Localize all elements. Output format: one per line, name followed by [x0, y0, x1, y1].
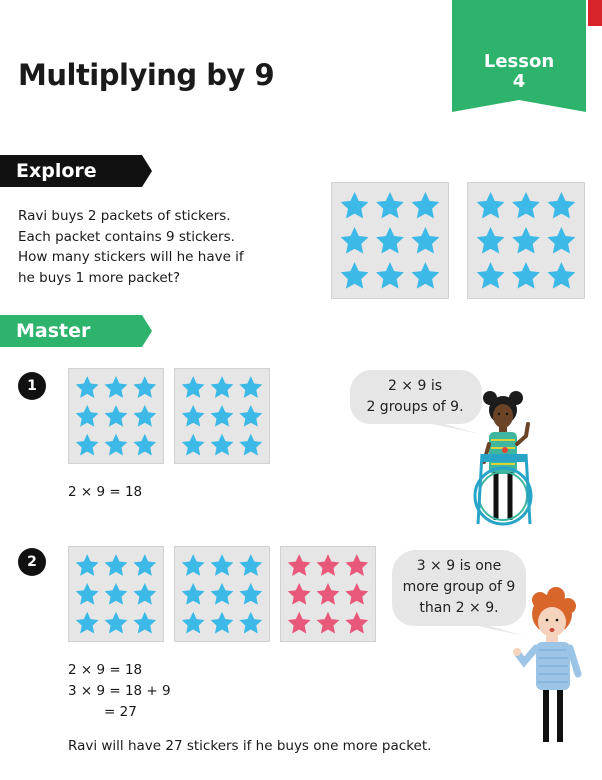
star-sticker-icon — [512, 227, 540, 253]
star-sticker-icon — [239, 583, 262, 605]
star-sticker-icon — [133, 405, 156, 427]
star-sticker-icon — [376, 227, 404, 253]
star-sticker-icon — [105, 434, 128, 456]
star-sticker-icon — [133, 583, 156, 605]
explore-line: Ravi buys 2 packets of stickers. — [18, 208, 231, 224]
master-heading-band — [0, 315, 152, 347]
star-sticker-icon — [411, 227, 439, 253]
q2-answer: Ravi will have 27 stickers if he buys one more packet. — [68, 738, 432, 754]
star-sticker-icon — [211, 583, 234, 605]
star-sticker-icon — [133, 612, 156, 634]
star-sticker-icon — [547, 227, 575, 253]
star-sticker-icon — [512, 192, 540, 218]
explore-heading: Explore — [16, 160, 97, 182]
star-sticker-icon — [547, 262, 575, 288]
star-sticker-icon — [182, 434, 205, 456]
star-sticker-icon — [76, 612, 99, 634]
bubble-line: 2 × 9 is — [387, 378, 443, 394]
star-sticker-icon — [345, 554, 368, 576]
sticker-packet — [174, 368, 270, 464]
star-sticker-icon — [133, 376, 156, 398]
q2-equation: 3 × 9 = 18 + 9 — [68, 683, 171, 699]
girl-wheelchair-illustration — [472, 384, 542, 532]
corner-tab — [588, 0, 602, 26]
explore-line: Each packet contains 9 stickers. — [18, 228, 235, 245]
star-sticker-icon — [105, 376, 128, 398]
star-sticker-icon — [317, 583, 340, 605]
star-sticker-icon — [211, 554, 234, 576]
explore-heading-band — [0, 155, 152, 187]
star-sticker-icon — [288, 612, 311, 634]
star-sticker-icon — [477, 227, 505, 253]
star-sticker-icon — [288, 554, 311, 576]
sticker-packet — [68, 368, 164, 464]
star-sticker-icon — [105, 405, 128, 427]
q2-equation: = 27 — [104, 704, 137, 720]
star-sticker-icon — [211, 376, 234, 398]
star-sticker-icon — [211, 612, 234, 634]
star-grid — [68, 368, 164, 464]
star-sticker-icon — [317, 612, 340, 634]
star-sticker-icon — [239, 554, 262, 576]
bubble-line: than 2 × 9. — [419, 600, 499, 616]
star-sticker-icon — [512, 262, 540, 288]
lesson-number: 4 — [512, 71, 526, 92]
star-sticker-icon — [76, 376, 99, 398]
star-sticker-icon — [239, 376, 262, 398]
star-sticker-icon — [345, 612, 368, 634]
bubble-line: 2 groups of 9. — [366, 399, 464, 415]
star-sticker-icon — [477, 262, 505, 288]
star-sticker-icon — [345, 583, 368, 605]
star-grid — [68, 546, 164, 642]
star-sticker-icon — [182, 612, 205, 634]
star-sticker-icon — [239, 434, 262, 456]
q1-equation: 2 × 9 = 18 — [68, 484, 143, 500]
star-sticker-icon — [376, 262, 404, 288]
star-sticker-icon — [317, 554, 340, 576]
sticker-packet — [68, 546, 164, 642]
sticker-packet — [467, 182, 585, 299]
star-sticker-icon — [182, 376, 205, 398]
star-sticker-icon — [341, 227, 369, 253]
explore-line: How many stickers will he have if — [18, 249, 244, 265]
star-sticker-icon — [76, 554, 99, 576]
star-sticker-icon — [133, 554, 156, 576]
star-sticker-icon — [239, 405, 262, 427]
star-sticker-icon — [341, 192, 369, 218]
star-sticker-icon — [76, 405, 99, 427]
star-grid — [174, 368, 270, 464]
star-sticker-icon — [105, 612, 128, 634]
star-grid — [174, 546, 270, 642]
star-sticker-icon — [76, 434, 99, 456]
page-title: Multiplying by 9 — [18, 58, 275, 92]
star-grid — [467, 182, 585, 299]
star-sticker-icon — [211, 434, 234, 456]
q2-equations — [68, 660, 171, 723]
bubble-text-1 — [350, 376, 480, 418]
sticker-packet — [280, 546, 376, 642]
question-number-1: 1 — [18, 372, 46, 400]
lesson-word: Lesson — [483, 51, 555, 72]
star-sticker-icon — [239, 612, 262, 634]
star-sticker-icon — [288, 583, 311, 605]
star-sticker-icon — [477, 192, 505, 218]
sticker-packet — [331, 182, 449, 299]
bubble-line: 3 × 9 is one — [416, 558, 502, 574]
star-sticker-icon — [182, 405, 205, 427]
explore-paragraph — [18, 206, 298, 288]
star-grid — [280, 546, 376, 642]
bubble-line: more group of 9 — [402, 579, 516, 595]
star-sticker-icon — [76, 583, 99, 605]
question-number-2: 2 — [18, 548, 46, 576]
star-sticker-icon — [105, 583, 128, 605]
bubble-text-2 — [392, 556, 526, 619]
star-sticker-icon — [211, 405, 234, 427]
star-sticker-icon — [411, 262, 439, 288]
star-sticker-icon — [105, 554, 128, 576]
q2-equation: 2 × 9 = 18 — [68, 662, 143, 678]
star-sticker-icon — [182, 554, 205, 576]
lesson-label — [452, 52, 586, 92]
master-heading: Master — [16, 320, 91, 342]
boy-illustration — [510, 584, 590, 748]
star-sticker-icon — [411, 192, 439, 218]
star-sticker-icon — [547, 192, 575, 218]
sticker-packet — [174, 546, 270, 642]
explore-line: he buys 1 more packet? — [18, 269, 181, 286]
star-grid — [331, 182, 449, 299]
star-sticker-icon — [182, 583, 205, 605]
star-sticker-icon — [376, 192, 404, 218]
star-sticker-icon — [133, 434, 156, 456]
star-sticker-icon — [341, 262, 369, 288]
